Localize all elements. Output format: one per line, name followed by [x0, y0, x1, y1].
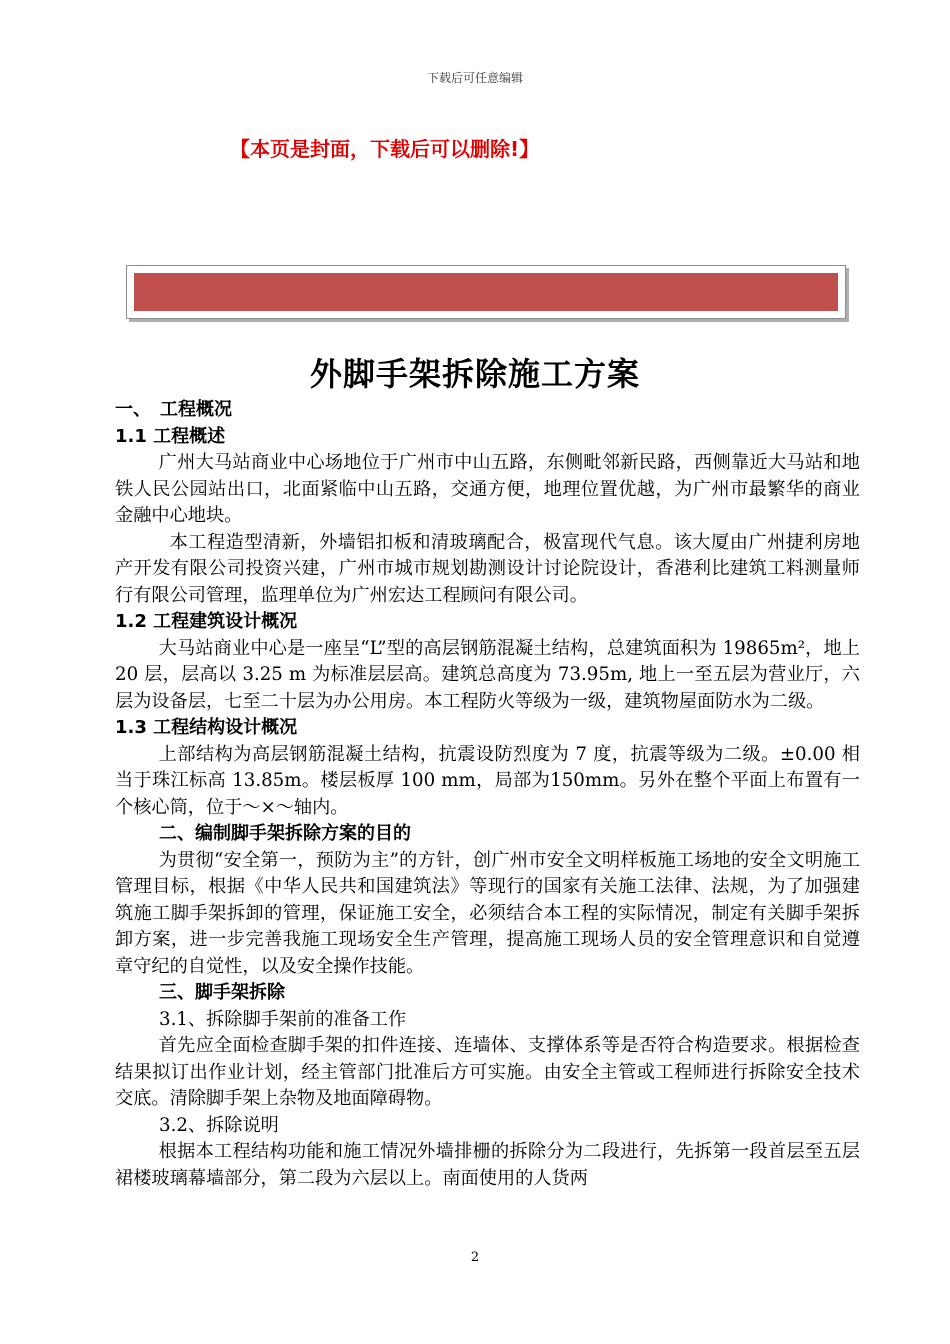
section-1-2-heading: 1.2 工程建筑设计概况: [115, 611, 298, 632]
section-3-2-paragraph: 根据本工程结构功能和施工情况外墙排栅的拆除分为二段进行，先拆第一段首层至五层裙楼玻璃幕墙部分，第二段为六层以上。南面使用的人货两: [115, 1141, 860, 1189]
section-2-heading: 二、编制脚手架拆除方案的目的: [159, 823, 411, 844]
section-1-1-paragraph-2: 本工程造型清新，外墙铝扣板和清玻璃配合，极富现代气息。该大厦由广州捷利房地产开发有限公司投资兴建，广州市城市规划勘测设计讨论院设计，香港利比建筑工料测量师行有限公司管理，监理单位为广州宏达工程顾问有限公司。: [115, 531, 860, 606]
document-body: [115, 397, 860, 1192]
section-2-paragraph: 为贯彻“安全第一，预防为主”的方针，创广州市安全文明样板施工场地的安全文明施工管理目标，根据《中华人民共和国建筑法》等现行的国家有关施工法律、法规，为了加强建筑施工脚手架拆卸的管理，保证施工安全，必须结合本工程的实际情况，制定有关脚手架拆卸方案，进一步完善我施工现场安全生产管理，提高施工现场人员的安全管理意识和自觉遵章守纪的自觉性，以及安全操作技能。: [115, 849, 860, 977]
header-note: 下载后可任意编辑: [426, 71, 523, 85]
section-1-2-paragraph: 大马站商业中心是一座呈“L”型的高层钢筋混凝土结构，总建筑面积为 19865m²，地上 20 层，层高以 3.25 m 为标准层层高。建筑总高度为 73.95m, 地上一至五层为营业厅，六层为设备层，七至二十层为办公用房。本工程防火等级为一级，建筑物屋面防水为二级。: [115, 637, 860, 712]
title-banner: [126, 265, 846, 319]
section-1-3-heading: 1.3 工程结构设计概况: [115, 717, 298, 738]
section-3-1-paragraph: 首先应全面检查脚手架的扣件连接、连墙体、支撑体系等是否符合构造要求。根据检查结果拟订出作业计划，经主管部门批准后方可实施。由安全主管或工程师进行拆除安全技术交底。清除脚手架上杂物及地面障碍物。: [115, 1035, 860, 1109]
section-3-2-heading: 3.2、拆除说明: [159, 1114, 279, 1136]
section-1-heading: 一、 工程概况: [115, 399, 232, 420]
section-1-3-paragraph: 上部结构为高层钢筋混凝土结构，抗震设防烈度为 7 度，抗震等级为二级。±0.00 相当于珠江标高 13.85m。楼层板厚 100 mm，局部为150mm。另外在整个平面上布置有一个核心筒，位于～×～轴内。: [115, 743, 860, 818]
section-3-heading: 三、脚手架拆除: [159, 982, 285, 1003]
section-3-1-heading: 3.1、拆除脚手架前的准备工作: [159, 1008, 407, 1030]
title-banner-bar: [134, 273, 838, 311]
page-title: 外脚手架拆除施工方案: [309, 355, 640, 393]
cover-notice: 【本页是封面，下载后可以删除!】: [230, 137, 540, 161]
page-number: 2: [470, 1250, 480, 1265]
section-1-1-paragraph-1: 广州大马站商业中心场地位于广州市中山五路，东侧毗邻新民路，西侧靠近大马站和地铁人民公园站出口，北面紧临中山五路，交通方便，地理位置优越，为广州市最繁华的商业金融中心地块。: [115, 452, 860, 526]
section-1-1-heading: 1.1 工程概述: [115, 425, 226, 447]
